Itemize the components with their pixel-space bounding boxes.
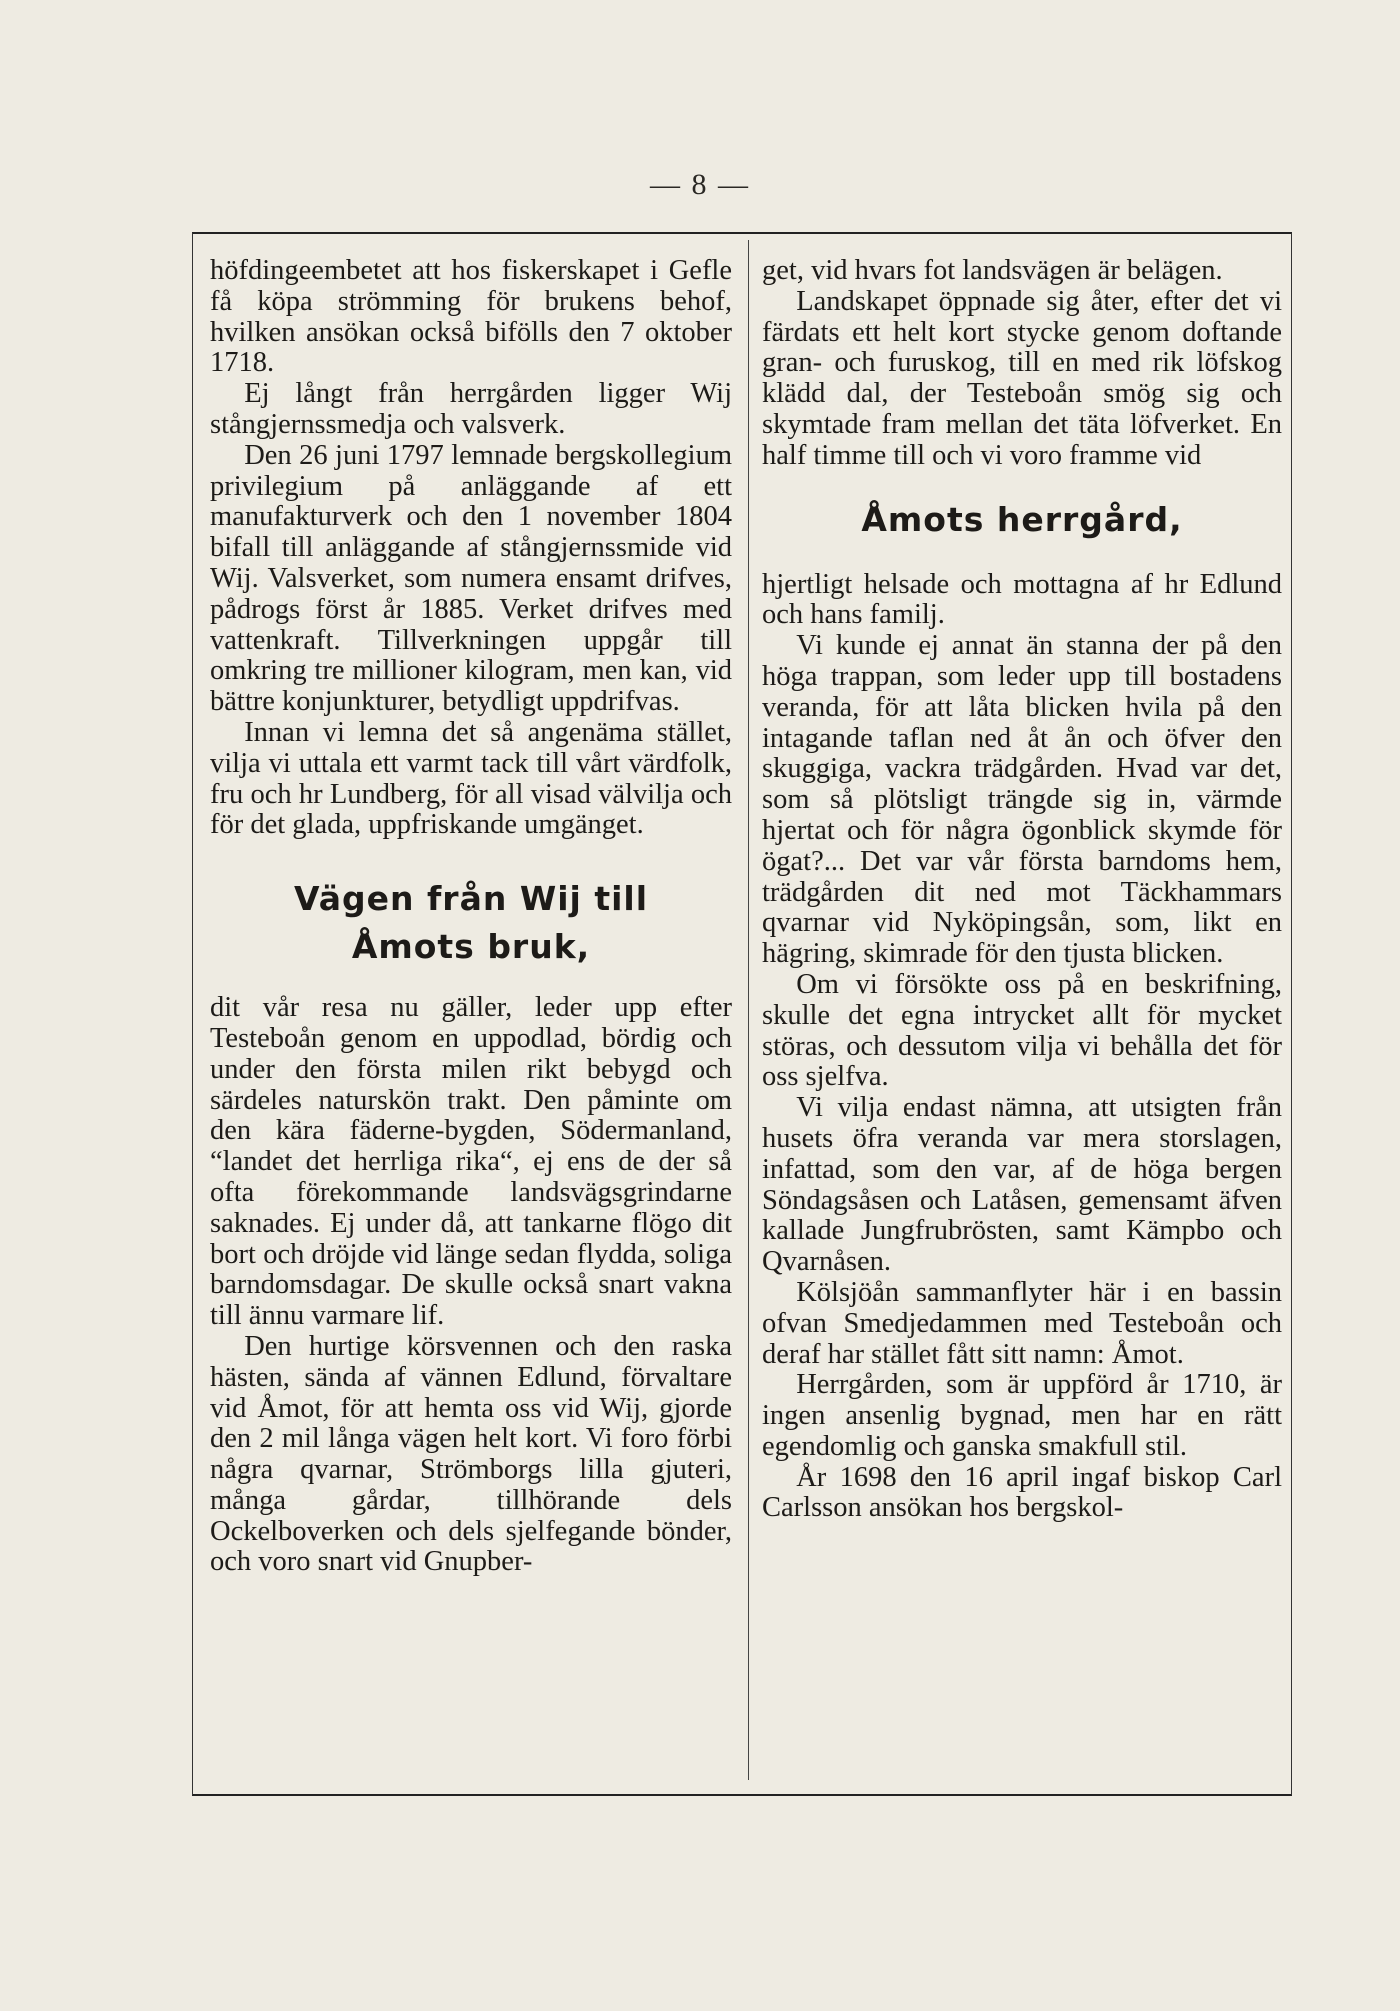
paragraph: Herrgården, som är uppförd år 1710, är ingen ansenlig bygnad, men har en rätt egendomlig och ganska smakfull stil. xyxy=(762,1369,1282,1462)
paragraph: get, vid hvars fot landsvägen är belägen. xyxy=(762,255,1223,286)
paragraph: Vi kunde ej annat än stanna der på den höga trappan, som leder upp till bostadens veranda, för att låta blicken hvila på den intagande taflan ned åt ån och öfver den skuggiga, vackra trädgården. Hvad var det, som så plötsligt trängde sig in, värmde hjertat och för några ögonblick skymde för ögat?... Det var vår första barndoms hem, trädgården dit ned mot Täckhammars qvarnar vid Nyköpingsån, som, likt en hägring, skimrade för den tjusta blicken. xyxy=(762,630,1282,970)
paragraph: Den 26 juni 1797 lemnade bergskollegium privilegium på anläggande af ett manufakturverk och den 1 november 1804 bifall till anläggande af stångjernssmide vid Wij. Valsverket, som numera ensamt drifves, pådrogs först år 1885. Verket drifves med vattenkraft. Tillverkningen uppgår till omkring tre millioner kilogram, men kan, vid bättre konjunkturer, betydligt uppdrifvas. xyxy=(210,439,732,718)
section-heading: Åmots herrgård, xyxy=(861,499,1183,539)
heading-line: Vägen från Wij till xyxy=(293,879,649,919)
heading-line: Åmots bruk, xyxy=(351,927,591,967)
left-column xyxy=(210,256,732,1578)
page-number: — 8 — xyxy=(650,168,750,201)
paragraph: Kölsjöån sammanflyter här i en bassin ofvan Smedjedammen med Testeboån och deraf har stället fått sitt namn: Åmot. xyxy=(762,1276,1282,1370)
paragraph: Den hurtige körsvennen och den raska hästen, sända af vännen Edlund, förvaltare vid Åmot, för att hemta oss vid Wij, gjorde den 2 mil långa vägen helt kort. Vi foro förbi några qvarnar, Strömborgs lilla gjuteri, många gårdar, tillhörande dels Ockelboverken och dels sjelfegande bönder, och voro snart vid Gnupber- xyxy=(210,1330,732,1578)
paragraph: hjertligt helsade och mottagna af hr Edlund och hans familj. xyxy=(762,568,1282,631)
paragraph: höfdingeembetet att hos fiskerskapet i Gefle få köpa strömming för brukens behof, hvilken ansökan också bifölls den 7 oktober 1718. xyxy=(210,255,732,379)
paragraph: År 1698 den 16 april ingaf biskop Carl Carlsson ansökan hos bergskol- xyxy=(762,1461,1282,1524)
paragraph: Innan vi lemna det så angenäma stället, vilja vi uttala ett varmt tack till vårt värdfolk, fru och hr Lundberg, för all visad välvilja och för det glada, uppfriskande umgänget. xyxy=(210,716,732,841)
right-column xyxy=(762,256,1282,1524)
section-heading xyxy=(210,875,732,971)
column-divider xyxy=(748,240,749,1780)
paragraph: dit vår resa nu gäller, leder upp efter Testeboån genom en uppodlad, bördig och under den första milen rikt bebygd och särdeles naturskön trakt. Den påminte om den kära fäderne-bygden, Södermanland, “landet det herrliga rika“, ej ens de der så ofta förekommande landsvägsgrindarne saknades. Ej under då, att tankarne flögo dit bort och dröjde vid länge sedan flydda, soliga barndomsdagar. De skulle också snart vakna till ännu varmare lif. xyxy=(210,992,732,1332)
paragraph: Landskapet öppnade sig åter, efter det vi färdats ett helt kort stycke genom doftande gran- och furuskog, till en med rik löfskog klädd dal, der Testeboån smög sig och skymtade fram mellan det täta löfverket. En half timme till och vi voro framme vid xyxy=(762,285,1282,471)
paragraph: Vi vilja endast nämna, att utsigten från husets öfra veranda var mera storslagen, infattad, som den var, af de höga bergen Söndagsåsen och Latåsen, gemensamt äfven kallade Jungfrubrösten, samt Kämpbo och Qvarnåsen. xyxy=(762,1092,1282,1278)
paragraph: Om vi försökte oss på en beskrifning, skulle det egna intrycket allt för mycket störas, och dessutom vilja vi behålla det för oss sjelfva. xyxy=(762,968,1282,1093)
paragraph: Ej långt från herrgården ligger Wij stångjernssmedja och valsverk. xyxy=(210,378,732,440)
